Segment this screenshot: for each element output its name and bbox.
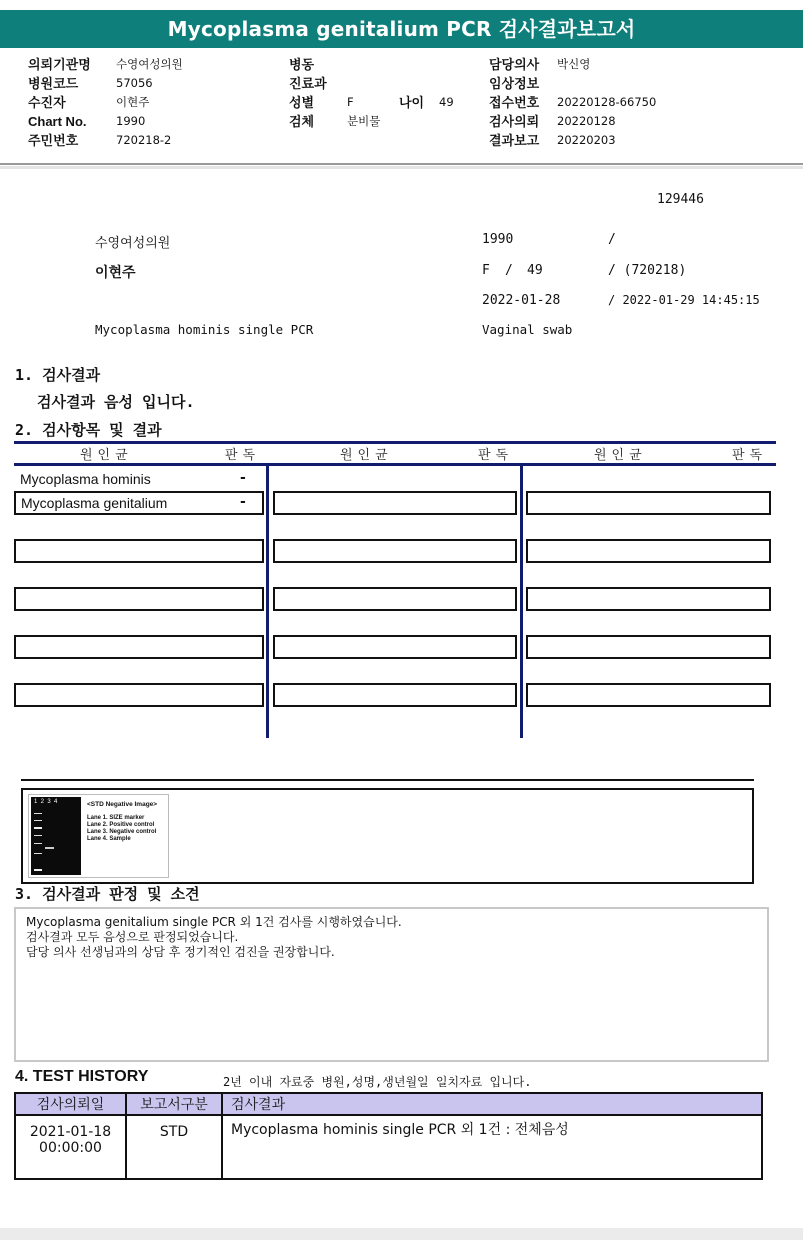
value-receipt-no: 20220128-66750 <box>557 95 657 109</box>
info-right <box>489 55 656 150</box>
value-sex: F <box>347 95 354 109</box>
section-2-title: 2. 검사항목 및 결과 <box>15 421 162 439</box>
result-box <box>14 587 264 611</box>
gel-electrophoresis-image <box>28 794 169 878</box>
result-row-2-judgement: - <box>240 494 246 510</box>
result-box <box>526 491 771 515</box>
section-1-title: 1. 검사결과 <box>15 366 101 384</box>
results-header-bottom-line <box>14 463 776 466</box>
label-sex: 성별 <box>289 95 315 110</box>
summary-date: 2022-01-28 <box>482 293 561 308</box>
label-hospital-code: 병원코드 <box>28 76 79 91</box>
result-box <box>273 539 517 563</box>
gel-band <box>34 820 42 821</box>
gel-band <box>34 869 42 871</box>
value-patient: 이현주 <box>116 95 150 109</box>
history-header-result: 검사결과 <box>222 1093 762 1115</box>
result-box <box>526 635 771 659</box>
label-receipt-no: 접수번호 <box>489 95 540 110</box>
history-result: Mycoplasma hominis single PCR 외 1건 : 전체음성 <box>222 1115 762 1179</box>
history-note: 2년 이내 자료중 병원,성명,생년월일 일치자료 입니다. <box>223 1075 532 1089</box>
gel-band <box>34 813 42 814</box>
label-chart-no: Chart No. <box>28 114 87 129</box>
label-hospital: 의뢰기관명 <box>28 57 91 72</box>
history-table <box>14 1092 763 1180</box>
summary-datetime: / 2022-01-29 14:45:15 <box>608 293 760 307</box>
result-box <box>526 587 771 611</box>
header-divider-shadow <box>0 166 803 169</box>
label-clinical-info: 임상정보 <box>489 76 540 91</box>
label-request-date: 검사의뢰 <box>489 114 540 129</box>
gel-divider <box>21 779 754 781</box>
section-3-title: 3. 검사결과 판정 및 소견 <box>15 885 200 903</box>
col-organism-1: 원인균 <box>80 448 133 463</box>
report-title: Mycoplasma genitalium PCR 검사결과보고서 <box>0 10 803 48</box>
gel-caption <box>87 801 157 843</box>
gel-caption-title: <STD Negative Image> <box>87 801 158 808</box>
label-ward: 병동 <box>289 57 315 72</box>
col-organism-3: 원인균 <box>594 448 647 463</box>
gel-band <box>45 847 54 849</box>
page-footer-bar <box>0 1228 803 1240</box>
header-divider <box>0 163 803 165</box>
info-mid <box>289 55 454 131</box>
value-hospital: 수영여성의원 <box>116 57 183 71</box>
opinion-line-1: Mycoplasma genitalium single PCR 외 1건 검사를 시행하였습니다. <box>26 915 402 929</box>
result-box <box>14 635 264 659</box>
result-box <box>14 683 264 707</box>
col-judgement-1: 판독 <box>225 448 261 463</box>
gel-band <box>34 843 42 844</box>
label-patient: 수진자 <box>28 95 66 110</box>
gel-caption-lane4: Lane 4. Sample <box>87 836 131 842</box>
history-header-type: 보고서구분 <box>126 1093 222 1115</box>
value-report-date: 20220203 <box>557 133 616 147</box>
gel-lanes <box>31 797 81 875</box>
col-judgement-3: 판독 <box>732 448 768 463</box>
summary-patient: 이현주 <box>95 265 136 281</box>
value-doctor: 박신영 <box>557 57 591 71</box>
label-age: 나이 <box>399 95 425 110</box>
value-age: 49 <box>439 95 454 109</box>
gel-band <box>34 853 42 854</box>
result-box <box>273 683 517 707</box>
label-specimen: 검체 <box>289 114 315 129</box>
gel-caption-lane2: Lane 2. Positive control <box>87 822 155 828</box>
gel-band <box>34 827 42 829</box>
label-report-date: 결과보고 <box>489 133 540 148</box>
report-id: 129446 <box>657 192 704 207</box>
summary-specimen: Vaginal swab <box>482 322 573 337</box>
result-box <box>526 539 771 563</box>
result-box <box>273 491 517 515</box>
history-cell-date <box>15 1115 126 1179</box>
label-doctor: 담당의사 <box>489 57 540 72</box>
opinion-box <box>14 907 769 1062</box>
section-1-result-text: 검사결과 음성 입니다. <box>37 393 195 411</box>
label-ssn: 주민번호 <box>28 133 79 148</box>
summary-hospital: 수영여성의원 <box>95 236 171 251</box>
summary-sex-slash: / <box>505 263 513 278</box>
col-organism-2: 원인균 <box>340 448 393 463</box>
history-header-date: 검사의뢰일 <box>15 1093 126 1115</box>
col-judgement-2: 판독 <box>478 448 514 463</box>
opinion-line-3: 담당 의사 선생님과의 상담 후 정기적인 검진을 권장합니다. <box>26 945 335 959</box>
result-row-2-organism: Mycoplasma genitalium <box>21 495 168 511</box>
summary-chart: 1990 <box>482 232 514 247</box>
label-department: 진료과 <box>289 76 327 91</box>
gel-caption-lane1: Lane 1. SIZE marker <box>87 815 145 821</box>
results-column-divider-1 <box>266 466 269 738</box>
summary-age: 49 <box>527 263 543 278</box>
section-4-title: 4. TEST HISTORY <box>15 1068 149 1085</box>
gel-lane-numbers: 1 2 3 4 <box>34 799 58 805</box>
summary-sex: F <box>482 263 490 278</box>
history-date: 2021-01-18 <box>29 1124 112 1140</box>
result-box <box>273 635 517 659</box>
result-box <box>273 587 517 611</box>
result-row-1-judgement: - <box>240 470 246 486</box>
history-time: 00:00:00 <box>39 1140 102 1156</box>
summary-ssn: / (720218) <box>608 263 687 278</box>
summary-slash: / <box>608 232 616 247</box>
table-row <box>15 1115 762 1179</box>
result-box <box>14 539 264 563</box>
history-type: STD <box>126 1115 222 1179</box>
result-row-1-organism: Mycoplasma hominis <box>20 471 151 487</box>
value-specimen: 분비물 <box>347 114 381 128</box>
info-left <box>28 55 183 150</box>
opinion-line-2: 검사결과 모두 음성으로 판정되었습니다. <box>26 930 239 944</box>
value-request-date: 20220128 <box>557 114 616 128</box>
value-hospital-code: 57056 <box>116 76 153 90</box>
gel-caption-lane3: Lane 3. Negative control <box>87 829 157 835</box>
value-chart-no: 1990 <box>116 114 146 128</box>
value-ssn: 720218-2 <box>116 133 172 147</box>
results-column-divider-2 <box>520 466 523 738</box>
gel-band <box>34 835 42 836</box>
result-box <box>526 683 771 707</box>
summary-test-name: Mycoplasma hominis single PCR <box>95 322 314 337</box>
